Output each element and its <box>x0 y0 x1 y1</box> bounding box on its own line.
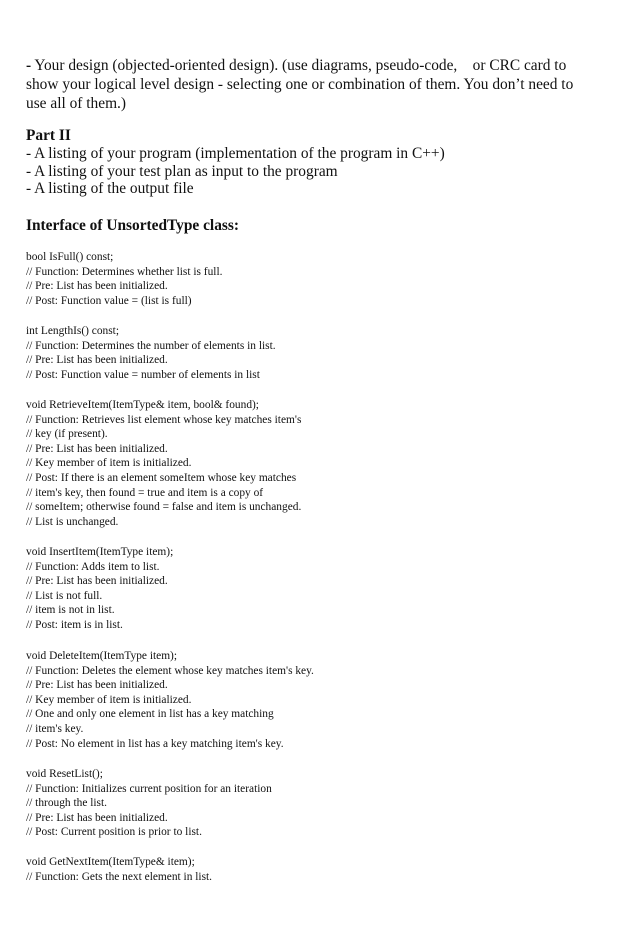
method-comment: // Function: Determines the number of elements in list. <box>26 339 276 352</box>
interface-heading: Interface of UnsortedType class: <box>26 217 240 234</box>
method-comment: // Post: Current position is prior to list. <box>26 826 202 839</box>
method-comment: // Function: Initializes current position for an iteration <box>26 782 272 795</box>
method-comment: // List is unchanged. <box>26 515 119 528</box>
method-block-isfull <box>26 250 222 308</box>
method-block-deleteitem <box>26 649 314 751</box>
method-signature: bool IsFull() const; <box>26 251 114 263</box>
part-ii-list <box>26 145 445 198</box>
part-ii-heading: Part II <box>26 127 71 144</box>
method-comment: // Pre: List has been initialized. <box>26 442 168 455</box>
method-signature: void DeleteItem(ItemType item); <box>26 650 178 662</box>
method-comment: // Key member of item is initialized. <box>26 693 192 706</box>
method-comment: // Pre: List has been initialized. <box>26 679 168 692</box>
design-line-2: show your logical level design - selecting one or combination of them. You don’t need to <box>26 76 574 93</box>
method-comment: // Function: Retrieves list element whose key matches item's <box>26 413 302 426</box>
method-signature: void ResetList(); <box>26 768 103 780</box>
method-comment: // Post: Function value = (list is full) <box>26 294 192 307</box>
method-comment: // item is not in list. <box>26 604 115 617</box>
method-comment: // item's key. <box>26 722 84 735</box>
part-ii-item: - A listing of your program (implementation of the program in C++) <box>26 145 445 162</box>
method-comment: // Pre: List has been initialized. <box>26 575 168 588</box>
method-comment: // key (if present). <box>26 428 108 441</box>
part-ii-item: - A listing of the output file <box>26 180 194 197</box>
method-comment: // item's key, then found = true and item is a copy of <box>26 486 264 499</box>
design-line-3: use all of them.) <box>26 95 127 112</box>
method-comment: // Function: Gets the next element in list. <box>26 870 213 883</box>
method-block-getnextitem <box>26 855 212 884</box>
method-comment: // Key member of item is initialized. <box>26 457 192 470</box>
method-comment: // Post: No element in list has a key matching item's key. <box>26 737 284 750</box>
method-comment: // List is not full. <box>26 589 103 602</box>
method-comment: // Post: Function value = number of elements in list <box>26 368 260 381</box>
method-block-resetlist <box>26 767 272 840</box>
method-comment: // Post: If there is an element someItem whose key matches <box>26 471 297 484</box>
design-line-1 <box>26 56 591 75</box>
method-comment: // through the list. <box>26 797 107 810</box>
method-signature: int LengthIs() const; <box>26 325 120 337</box>
method-comment: // someItem; otherwise found = false and item is unchanged. <box>26 501 302 514</box>
method-block-insertitem <box>26 545 173 633</box>
method-comment: // Function: Deletes the element whose key matches item's key. <box>26 664 314 677</box>
method-comment: // Pre: List has been initialized. <box>26 280 168 293</box>
method-comment: // Function: Determines whether list is full. <box>26 265 223 278</box>
method-block-retrieveitem <box>26 398 301 529</box>
method-comment: // Pre: List has been initialized. <box>26 811 168 824</box>
design-text-1: Your design (objected-oriented design). (use diagrams, pseudo-code, or CRC card to <box>31 57 567 74</box>
method-comment: // Function: Adds item to list. <box>26 560 160 573</box>
design-dash: - <box>26 57 32 74</box>
method-signature: void GetNextItem(ItemType& item); <box>26 856 195 868</box>
method-comment: // One and only one element in list has a key matching <box>26 708 274 721</box>
method-comment: // Pre: List has been initialized. <box>26 354 168 367</box>
method-signature: void RetrieveItem(ItemType& item, bool& found); <box>26 399 259 411</box>
part-ii-item: - A listing of your test plan as input to the program <box>26 162 338 180</box>
method-comment: // Post: item is in list. <box>26 618 123 631</box>
method-block-lengthis <box>26 324 276 382</box>
design-requirement-paragraph <box>26 56 591 113</box>
method-signature: void InsertItem(ItemType item); <box>26 546 174 558</box>
